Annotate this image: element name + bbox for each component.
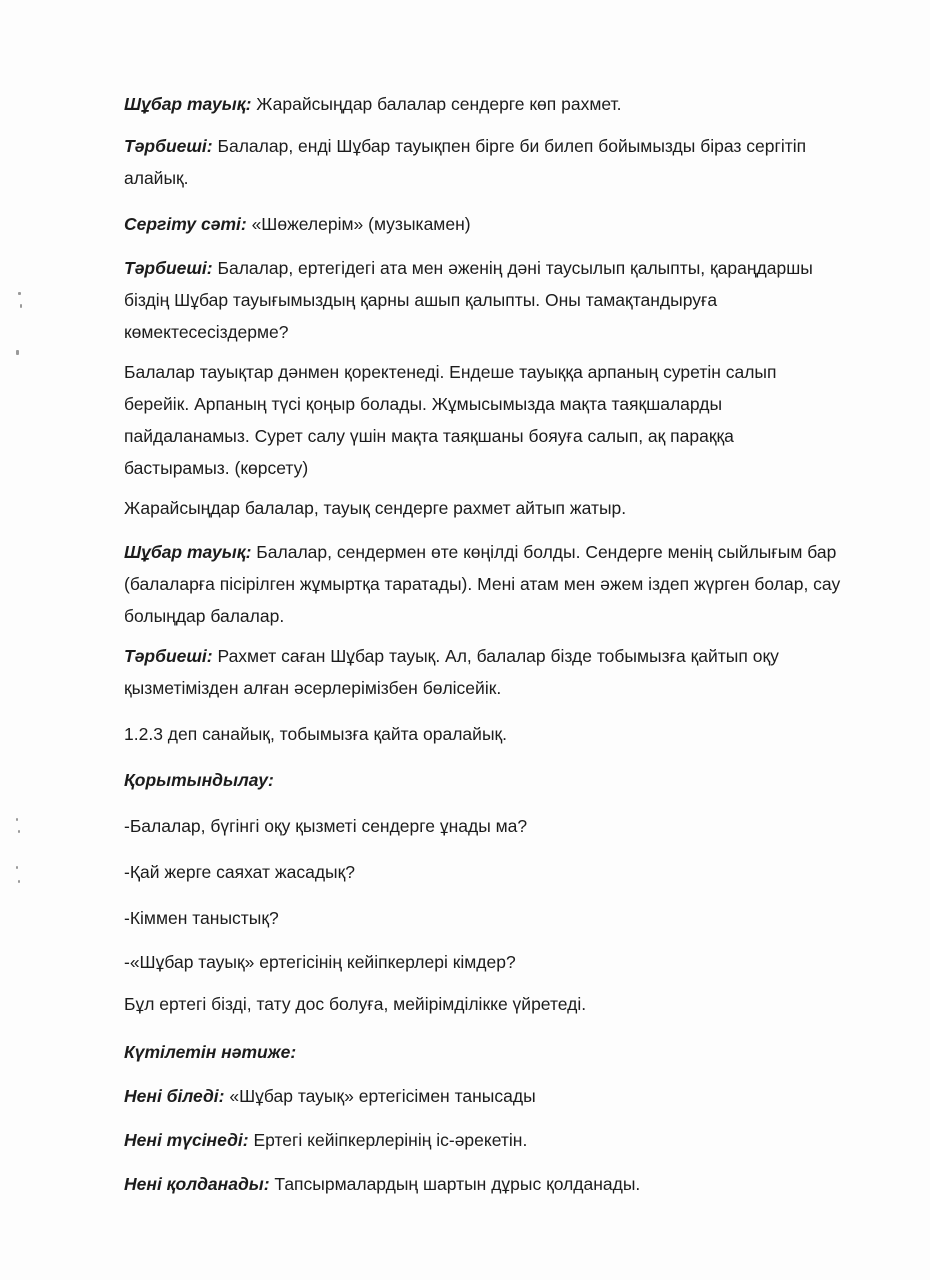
scan-speck [18, 292, 21, 295]
paragraph-text: -Қай жерге саяхат жасадық? [124, 862, 355, 882]
result-applies [124, 1168, 844, 1200]
paragraph-text: 1.2.3 деп санайық, тобымызға қайта оралайық. [124, 724, 508, 744]
paragraph-text: Бұл ертегі бізді, тату дос болуға, мейірімділікке үйретеді. [124, 994, 587, 1014]
paragraph-text: -Кіммен таныстық? [124, 908, 279, 928]
result-knows [124, 1080, 844, 1112]
result-label: Нені біледі: [124, 1086, 225, 1106]
paragraph-hen-thanks [124, 492, 844, 524]
paragraph-text: Ертегі кейіпкерлерінің іс-әрекетін. [248, 1130, 528, 1150]
paragraph-text: -«Шұбар тауық» ертегісінің кейіпкерлері кімдер? [124, 952, 516, 972]
paragraph-text: -Балалар, бүгінгі оқу қызметі сендерге ұнады ма? [124, 816, 528, 836]
scan-speck [18, 830, 20, 833]
speaker-label: Тәрбиеші: [124, 136, 213, 156]
speaker-label: Шұбар тауық: [124, 542, 252, 562]
paragraph-teacher-grain [124, 252, 844, 348]
paragraph-teacher-return [124, 640, 844, 704]
paragraph-teacher-dance [124, 130, 844, 194]
heading-expected-result [124, 1036, 844, 1068]
paragraph-text: «Шұбар тауық» ертегісімен танысады [224, 1086, 536, 1106]
question-travel [124, 856, 844, 888]
paragraph-text: Балалар, енді Шұбар тауықпен бірге би билеп бойымызды біраз сергітіп алайық. [124, 136, 807, 188]
scan-speck [16, 350, 19, 355]
section-label: Сергіту сәті: [124, 214, 247, 234]
paragraph-lesson [124, 988, 844, 1020]
result-understands [124, 1124, 844, 1156]
scan-speck [16, 866, 18, 869]
paragraph-text: Балалар тауықтар дәнмен қоректенеді. Ендеше тауыққа арпаның суретін салып берейік. Арпаның түсі қоңыр болады. Жұмысымызда мақта таяқшаларды пайдаланамыз. Сурет салу үшін мақта таяқшаны бояуға салып, ақ параққа бастырамыз. (көрсету) [124, 362, 777, 478]
paragraph-exercise-moment [124, 208, 844, 240]
paragraph-shubar-farewell [124, 536, 844, 632]
section-label: Күтілетін нәтиже: [124, 1042, 297, 1062]
scan-speck [18, 880, 20, 883]
paragraph-count [124, 718, 844, 750]
speaker-label: Тәрбиеші: [124, 646, 213, 666]
question-liked [124, 810, 844, 842]
paragraph-text: Балалар, ертегідегі ата мен әженің дәні таусылып қалыпты, қараңдаршы біздің Шұбар тауығымыздың қарны ашып қалыпты. Оны тамақтандыруға көмектесесіздерме? [124, 258, 813, 342]
paragraph-text: Балалар, сендермен өте көңілді болды. Сендерге менің сыйлығым бар (балаларға пісірілген жұмыртқа таратады). Мені атам мен әжем іздеп жүрген болар, сау болыңдар балалар. [124, 542, 841, 626]
paragraph-text: Рахмет саған Шұбар тауық. Ал, балалар бізде тобымызға қайтып оқу қызметімізден алған әсерлерімізбен бөлісейік. [124, 646, 779, 698]
speaker-label: Шұбар тауық: [124, 94, 252, 114]
section-label: Қорытындылау: [124, 770, 274, 790]
paragraph-text: «Шөжелерім» (музыкамен) [246, 214, 471, 234]
heading-summary [124, 764, 844, 796]
question-met [124, 902, 844, 934]
question-characters [124, 946, 844, 978]
paragraph-text: Жарайсыңдар балалар, тауық сендерге рахмет айтып жатыр. [124, 498, 627, 518]
paragraph-barley-drawing [124, 356, 844, 484]
paragraph-text: Тапсырмалардың шартын дұрыс қолданады. [269, 1174, 641, 1194]
paragraph-shubar-thanks [124, 88, 844, 120]
scan-speck [20, 304, 22, 308]
paragraph-text: Жарайсыңдар балалар сендерге көп рахмет. [251, 94, 622, 114]
scan-speck [16, 818, 18, 821]
result-label: Нені қолданады: [124, 1174, 270, 1194]
speaker-label: Тәрбиеші: [124, 258, 213, 278]
result-label: Нені түсінеді: [124, 1130, 249, 1150]
